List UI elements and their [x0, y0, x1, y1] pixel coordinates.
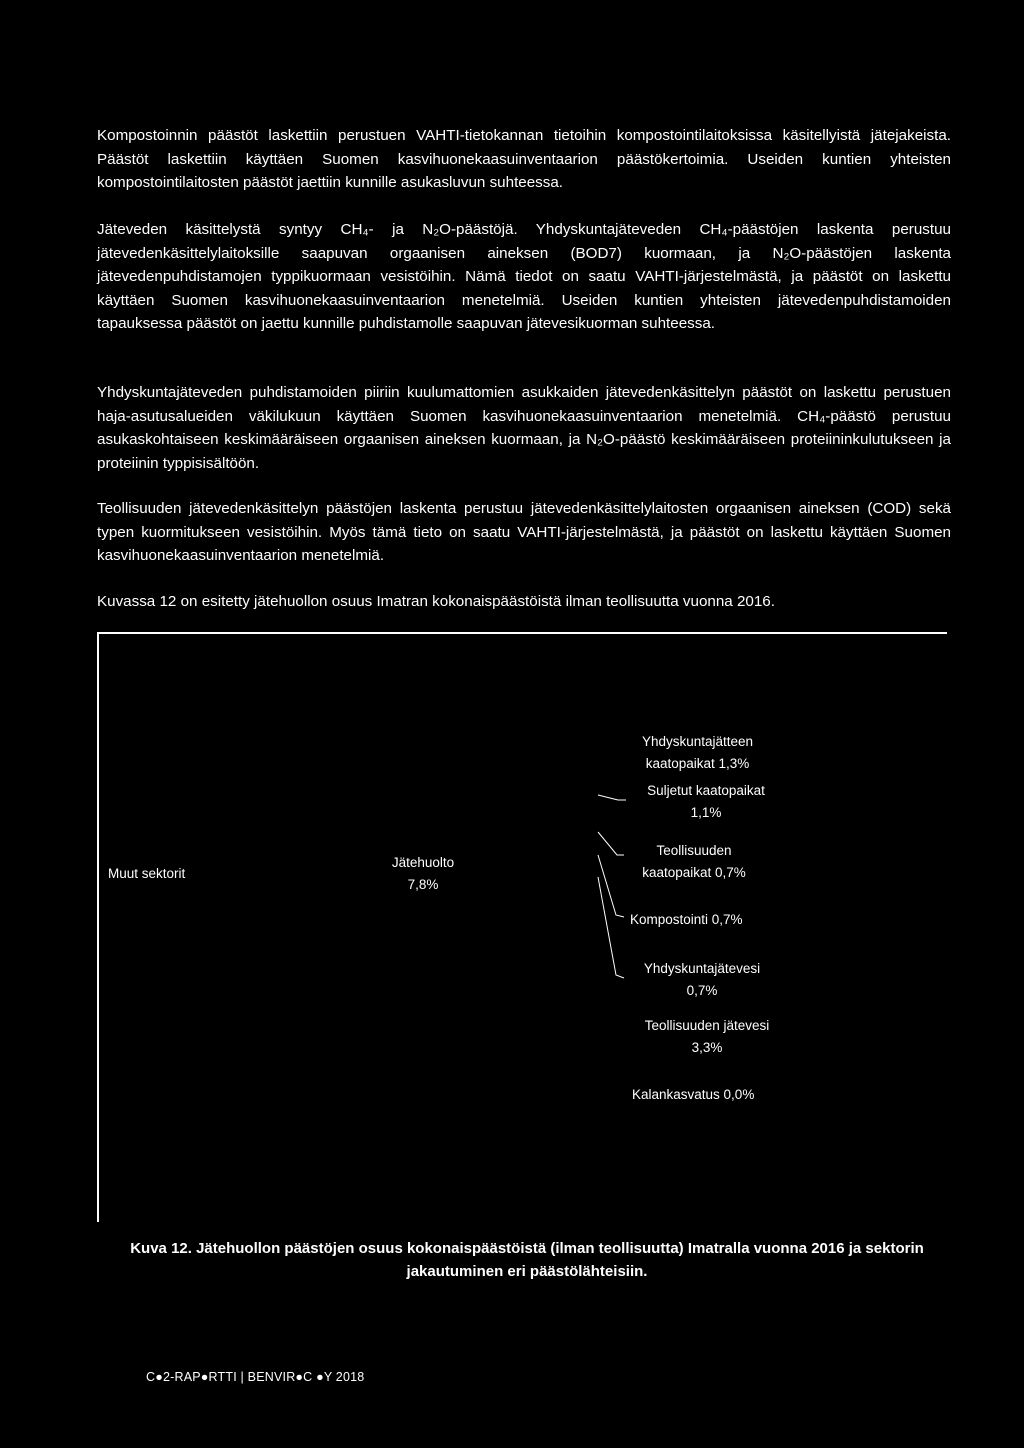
figure-frame	[97, 632, 947, 1222]
paragraph-jatevesi: Jäteveden käsittelystä syntyy CH₄- ja N₂O-päästöjä. Yhdyskuntajäteveden CH₄-päästöjen laskenta perustuu jätevedenkäsittelylaitoksille saapuvan orgaanisen aineksen (BOD7) kuormaan, ja N₂O-päästöjen laskenta jätevedenpuhdistamojen typpikuormaan vesistöihin. Nämä tiedot on saatu VAHTI-järjestelmästä, ja päästöt on laskettu käyttäen Suomen kasvihuonekaasuinventaarion menetelmiä. Useiden kuntien yhteisten jätevedenpuhdistamoiden tapauksessa päästöt on jaettu kunnille puhdistamolle saapuvan jätevesikuorman suhteessa.	[97, 221, 951, 332]
label-jatehuolto: Jätehuolto 7,8%	[391, 855, 455, 892]
label-yhdyskuntajatevesi: Yhdyskuntajätevesi 0,7%	[643, 961, 761, 998]
label-yhdyskuntajatteen-kaatopaikat: Yhdyskuntajätteen kaatopaikat 1,3%	[641, 734, 754, 771]
label-suljetut-kaatopaikat: Suljetut kaatopaikat 1,1%	[647, 783, 765, 820]
frame-top-border	[97, 632, 947, 634]
label-kompostointi: Kompostointi 0,7%	[630, 912, 743, 927]
frame-left-border	[97, 632, 99, 1222]
page-footer: C●2-RAP●RTTI | BENVIR●C ●Y 2018	[146, 1370, 365, 1384]
label-kalankasvatus: Kalankasvatus 0,0%	[632, 1087, 755, 1102]
paragraph-kuva-intro: Kuvassa 12 on esitetty jätehuollon osuus Imatran kokonaispäästöistä ilman teollisuutta vuonna 2016.	[97, 593, 775, 610]
paragraph-kompostointi: Kompostoinnin päästöt laskettiin perustuen VAHTI-tietokannan tietoihin kompostointilaitoksissa käsitellyistä jätejakeista. Päästöt laskettiin käyttäen Suomen kasvihuonekaasuinventaarion päästökertoimia. Useiden kuntien yhteisten kompostointilaitosten päästöt jaettiin kunnille asukasluvun suhteessa.	[97, 127, 951, 191]
label-teollisuuden-jatevesi: Teollisuuden jätevesi 3,3%	[644, 1018, 770, 1055]
label-muut-sektorit: Muut sektorit	[108, 866, 186, 881]
paragraph-teollisuus: Teollisuuden jätevedenkäsittelyn päästöjen laskenta perustuu jätevedenkäsittelylaitosten orgaanisen aineksen (COD) sekä typen kuormitukseen vesistöihin. Myös tämä tieto on saatu VAHTI-järjestelmästä, ja päästöt on laskettu käyttäen Suomen kasvihuonekaasuinventaarion menetelmiä.	[97, 500, 951, 564]
label-teollisuuden-kaatopaikat: Teollisuuden kaatopaikat 0,7%	[642, 843, 746, 880]
paragraph-haja-asutus: Yhdyskuntajäteveden puhdistamoiden piiriin kuulumattomien asukkaiden jätevedenkäsittelyn päästöt on laskettu perustuen haja-asutusalueiden väkilukuun käyttäen Suomen kasvihuonekaasuinventaarion menetelmiä. CH₄-päästö perustuu asukaskohtaiseen keskimääräiseen orgaanisen aineksen kuormaan, ja N₂O-päästö keskimääräiseen proteiininkulutukseen ja proteiinin typpisisältöön.	[97, 384, 951, 472]
figure-caption: Kuva 12. Jätehuollon päästöjen osuus kokonaispäästöistä (ilman teollisuutta) Imatralla vuonna 2016 ja sektorin jakautuminen eri päästölähteisiin.	[130, 1240, 924, 1280]
